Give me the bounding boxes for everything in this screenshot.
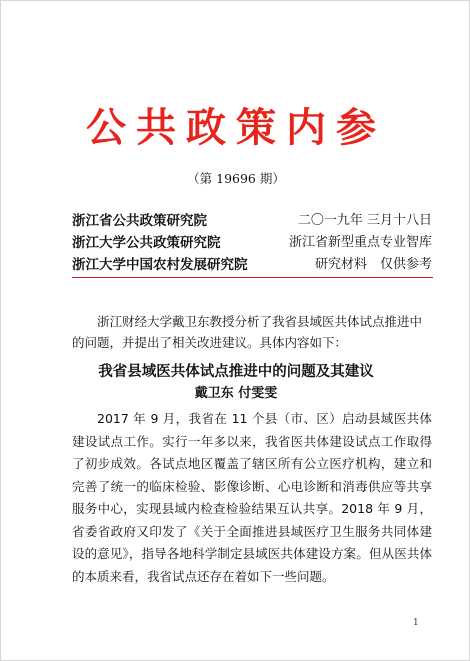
article-body: 2017 年 9 月，我省在 11 个县（市、区）启动县域医共体建设试点工作。实行一年多以来，我省医共体建设试点工作取得了初步成效。各试点地区覆盖了辖区所有公立医疗机构，建立和完善了统一的临床检验、影像诊断、心电诊断和消毒供应等共享服务中心，实现县域内检查检验结果互认共享。2018 年 9 月，省委省政府又印发了《关于全面推进县域医疗卫生服务共同体建设的意见》，指导各地科学制定县域医共体建设方案。但从医共体的本质来看，我省试点还存在着如下一些问题。 — [72, 411, 432, 584]
issue-number: （第 19696 期） — [187, 171, 285, 186]
header-info: 浙江省新型重点专业智库 — [288, 235, 432, 250]
header-info: 研究材料 仅供参考 — [314, 257, 432, 272]
article-title: 我省县域医共体试点推进中的问题及其建议 — [98, 363, 374, 380]
header-divider — [72, 277, 433, 278]
org-name: 浙江省公共政策研究院 — [72, 213, 207, 229]
org-name: 浙江大学公共政策研究院 — [72, 235, 221, 251]
header-row — [72, 256, 432, 274]
org-name: 浙江大学中国农村发展研究院 — [72, 257, 248, 273]
intro-paragraph: 浙江财经大学戴卫东教授分析了我省县域医共体试点推进中的问题，并提出了相关改进建议。具体内容如下： — [72, 314, 423, 350]
header-date: 二〇一九年 三月十八日 — [297, 213, 432, 228]
header-row — [72, 212, 432, 230]
masthead-title: 公共政策内参 — [86, 104, 386, 151]
page-number: 1 — [413, 618, 419, 628]
header-row — [72, 234, 432, 252]
article-authors: 戴卫东 付雯雯 — [194, 386, 278, 401]
